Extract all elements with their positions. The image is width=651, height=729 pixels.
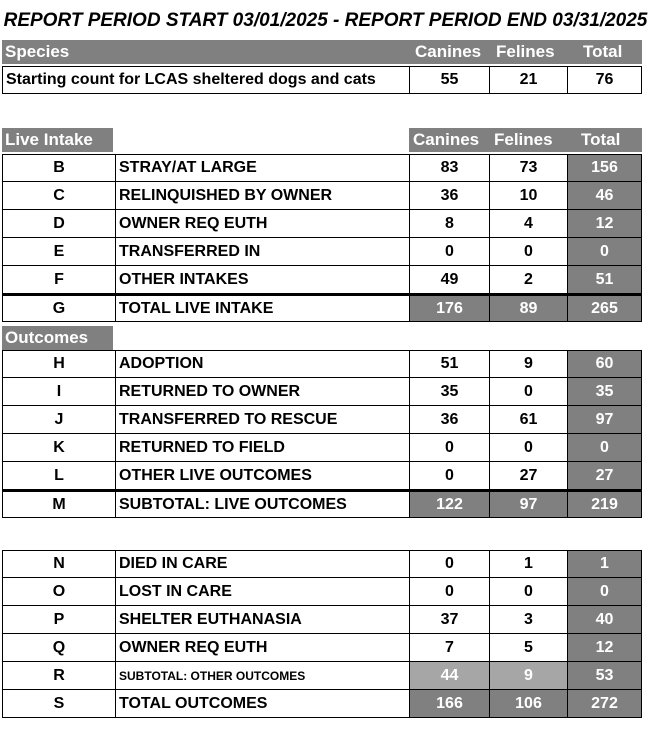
row-letter: H — [3, 351, 116, 377]
row-canines: 35 — [410, 378, 490, 405]
table-row — [2, 294, 642, 322]
table-row — [2, 210, 642, 238]
row-total: 156 — [568, 155, 641, 181]
row-label: OTHER INTAKES — [116, 266, 410, 293]
row-letter: R — [3, 662, 116, 689]
table-row — [2, 238, 642, 266]
starting-count-row — [2, 66, 642, 94]
row-label: TOTAL LIVE INTAKE — [116, 296, 410, 321]
table-row — [2, 378, 642, 406]
row-label: RETURNED TO OWNER — [116, 378, 410, 405]
species-header-felines: Felines — [496, 42, 555, 61]
row-canines: 44 — [410, 662, 490, 689]
row-total: 60 — [568, 351, 641, 377]
row-total: 97 — [568, 406, 641, 433]
row-label: ADOPTION — [116, 351, 410, 377]
row-label: DIED IN CARE — [116, 551, 410, 577]
row-letter: P — [3, 606, 116, 633]
row-letter: E — [3, 238, 116, 265]
row-canines: 0 — [410, 238, 490, 265]
row-felines: 0 — [490, 578, 568, 605]
table-row — [2, 182, 642, 210]
row-canines: 166 — [410, 690, 490, 717]
row-total: 272 — [568, 690, 641, 717]
row-felines: 0 — [490, 378, 568, 405]
row-felines: 9 — [490, 662, 568, 689]
row-label: TRANSFERRED TO RESCUE — [116, 406, 410, 433]
row-label: STRAY/AT LARGE — [116, 155, 410, 181]
row-total: 27 — [568, 462, 641, 489]
row-canines: 122 — [410, 492, 490, 517]
row-label: TOTAL OUTCOMES — [116, 690, 410, 717]
row-felines: 2 — [490, 266, 568, 293]
live-intake-header-label: Live Intake — [5, 130, 93, 149]
row-felines: 1 — [490, 551, 568, 577]
outcomes-header-label: Outcomes — [5, 328, 89, 347]
row-total: 53 — [568, 662, 641, 689]
table-row — [2, 578, 642, 606]
row-letter: M — [3, 492, 116, 517]
row-felines: 3 — [490, 606, 568, 633]
live-intake-header-cols — [409, 128, 642, 152]
table-row — [2, 406, 642, 434]
live-intake-header-felines: Felines — [494, 130, 553, 149]
row-canines: 36 — [410, 182, 490, 209]
row-canines: 36 — [410, 406, 490, 433]
table-row — [2, 434, 642, 462]
row-felines: 27 — [490, 462, 568, 489]
row-label: SHELTER EUTHANASIA — [116, 606, 410, 633]
row-letter: L — [3, 462, 116, 489]
row-canines: 49 — [410, 266, 490, 293]
row-letter: O — [3, 578, 116, 605]
table-row — [2, 662, 642, 690]
table-row — [2, 606, 642, 634]
row-canines: 83 — [410, 155, 490, 181]
row-felines: 9 — [490, 351, 568, 377]
row-felines: 73 — [490, 155, 568, 181]
row-label: LOST IN CARE — [116, 578, 410, 605]
row-label: SUBTOTAL: LIVE OUTCOMES — [116, 492, 410, 517]
report-title: REPORT PERIOD START 03/01/2025 - REPORT PERIOD END 03/31/2025 — [3, 10, 648, 31]
row-felines: 89 — [490, 296, 568, 321]
row-canines: 0 — [410, 462, 490, 489]
row-letter: B — [3, 155, 116, 181]
row-letter: C — [3, 182, 116, 209]
starting-count-felines: 21 — [490, 67, 568, 93]
row-felines: 10 — [490, 182, 568, 209]
table-row — [2, 154, 642, 182]
live-intake-header — [2, 128, 113, 152]
species-header-total: Total — [583, 42, 623, 61]
outcomes-header — [2, 326, 113, 350]
row-total: 0 — [568, 578, 641, 605]
row-canines: 8 — [410, 210, 490, 237]
row-canines: 7 — [410, 634, 490, 661]
table-row — [2, 490, 642, 518]
row-total: 12 — [568, 210, 641, 237]
row-canines: 0 — [410, 578, 490, 605]
live-intake-header-canines: Canines — [413, 130, 480, 149]
row-label: RETURNED TO FIELD — [116, 434, 410, 461]
starting-count-label: Starting count for LCAS sheltered dogs and cats — [3, 67, 410, 93]
row-letter: Q — [3, 634, 116, 661]
row-letter: I — [3, 378, 116, 405]
row-letter: S — [3, 690, 116, 717]
starting-count-canines: 55 — [410, 67, 490, 93]
row-total: 0 — [568, 434, 641, 461]
row-letter: G — [3, 296, 116, 321]
table-row — [2, 634, 642, 662]
row-felines: 61 — [490, 406, 568, 433]
row-felines: 0 — [490, 434, 568, 461]
live-intake-header-total: Total — [581, 130, 621, 149]
row-total: 12 — [568, 634, 641, 661]
row-canines: 0 — [410, 551, 490, 577]
row-letter: J — [3, 406, 116, 433]
table-row — [2, 690, 642, 718]
row-canines: 37 — [410, 606, 490, 633]
species-header-canines: Canines — [415, 42, 482, 61]
row-felines: 5 — [490, 634, 568, 661]
row-label: OTHER LIVE OUTCOMES — [116, 462, 410, 489]
row-canines: 176 — [410, 296, 490, 321]
table-row — [2, 462, 642, 490]
row-felines: 0 — [490, 238, 568, 265]
row-label: TRANSFERRED IN — [116, 238, 410, 265]
row-total: 0 — [568, 238, 641, 265]
row-canines: 51 — [410, 351, 490, 377]
row-label: SUBTOTAL: OTHER OUTCOMES — [116, 662, 410, 689]
row-total: 51 — [568, 266, 641, 293]
table-row — [2, 266, 642, 294]
row-felines: 4 — [490, 210, 568, 237]
row-label: RELINQUISHED BY OWNER — [116, 182, 410, 209]
row-letter: K — [3, 434, 116, 461]
row-letter: N — [3, 551, 116, 577]
species-header — [2, 40, 642, 64]
row-total: 40 — [568, 606, 641, 633]
row-total: 265 — [568, 296, 641, 321]
row-canines: 0 — [410, 434, 490, 461]
row-label: OWNER REQ EUTH — [116, 634, 410, 661]
row-letter: D — [3, 210, 116, 237]
row-label: OWNER REQ EUTH — [116, 210, 410, 237]
table-row — [2, 550, 642, 578]
table-row — [2, 350, 642, 378]
row-felines: 97 — [490, 492, 568, 517]
row-total: 46 — [568, 182, 641, 209]
species-header-label: Species — [5, 42, 70, 61]
row-total: 219 — [568, 492, 641, 517]
row-letter: F — [3, 266, 116, 293]
starting-count-total: 76 — [595, 71, 614, 88]
row-total: 1 — [568, 551, 641, 577]
row-total: 35 — [568, 378, 641, 405]
row-felines: 106 — [490, 690, 568, 717]
